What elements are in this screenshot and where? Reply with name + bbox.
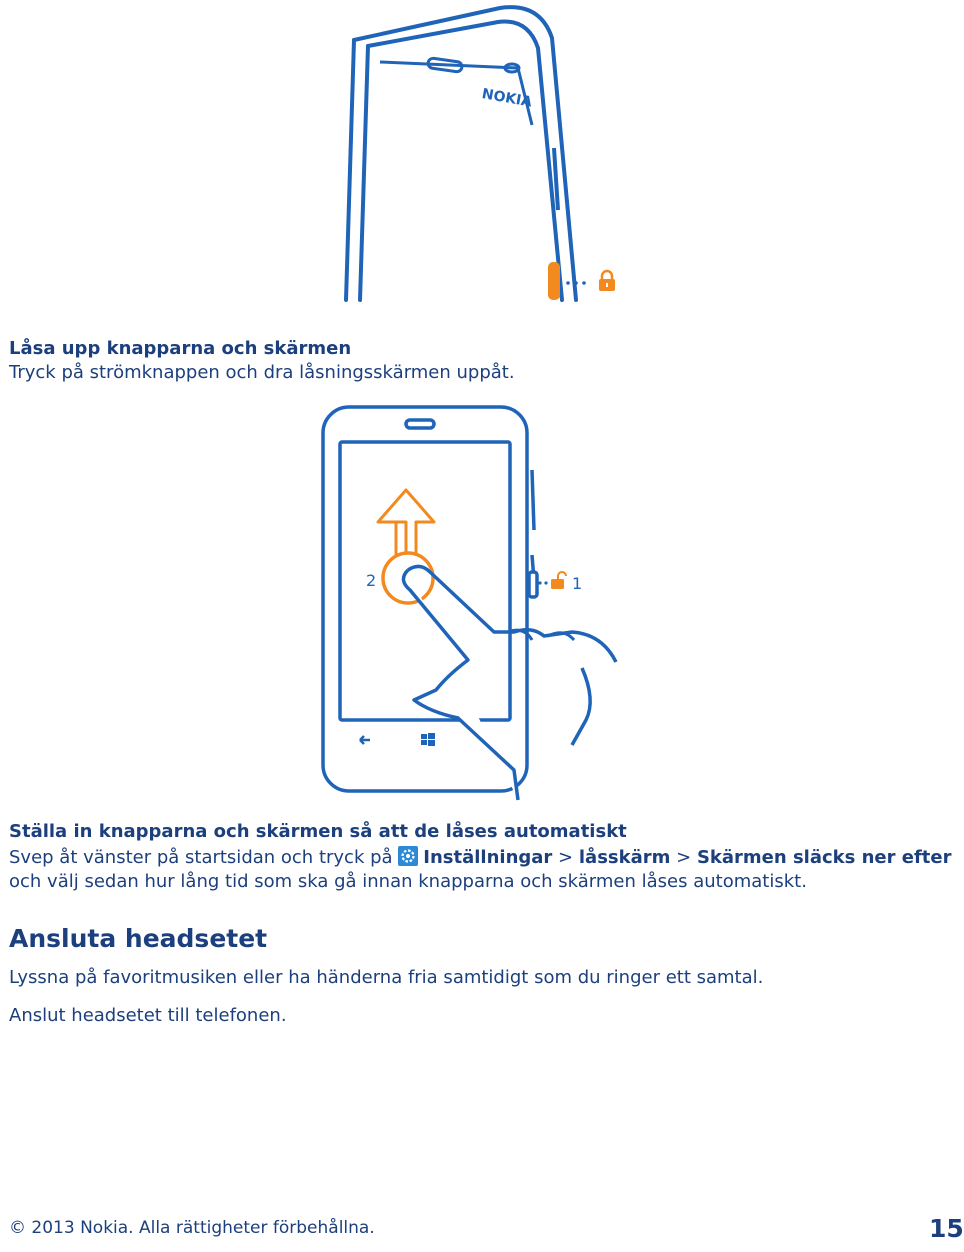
line1-prefix: Svep åt vänster på startsidan och tryck på: [9, 847, 393, 868]
nokia-brand-label: NOKIA: [480, 86, 534, 111]
hand-drawing: [403, 570, 518, 800]
windows-logo-icon: [421, 733, 435, 746]
page-number: 15: [929, 1214, 964, 1243]
section-autolock-line1: [9, 846, 952, 868]
footer-copyright: © 2013 Nokia. Alla rättigheter förbehållna.: [9, 1218, 375, 1238]
path-settings: Inställningar: [423, 847, 553, 868]
path-lockscreen: låsskärm: [578, 847, 671, 868]
section-autolock-line2: och välj sedan hur lång tid som ska gå innan knapparna och skärmen låses automatiskt.: [9, 871, 807, 892]
path-screen-off: Skärmen släcks ner efter: [696, 847, 952, 868]
section-unlock-body: Tryck på strömknappen och dra låsningsskärmen uppåt.: [9, 362, 515, 383]
section-headset-title: Ansluta headsetet: [9, 924, 268, 953]
step-2-label: 2: [366, 571, 377, 590]
section-autolock-title: Ställa in knapparna och skärmen så att de låses automatiskt: [9, 821, 627, 842]
path-separator-1: >: [558, 847, 574, 868]
swipe-unlock-illustration: [318, 400, 648, 800]
settings-gear-icon: [398, 846, 418, 866]
section-headset-body2: Anslut headsetet till telefonen.: [9, 1005, 287, 1026]
unlock-icon: [551, 572, 566, 589]
path-separator-2: >: [676, 847, 692, 868]
power-key: [548, 262, 560, 300]
phone-side-illustration: [340, 0, 640, 310]
section-unlock-title: Låsa upp knapparna och skärmen: [9, 338, 352, 359]
step-1-label: 1: [572, 574, 583, 593]
back-icon: [360, 736, 370, 744]
lock-icon: [599, 271, 615, 291]
section-headset-body1: Lyssna på favoritmusiken eller ha händerna fria samtidigt som du ringer ett samtal.: [9, 967, 764, 988]
